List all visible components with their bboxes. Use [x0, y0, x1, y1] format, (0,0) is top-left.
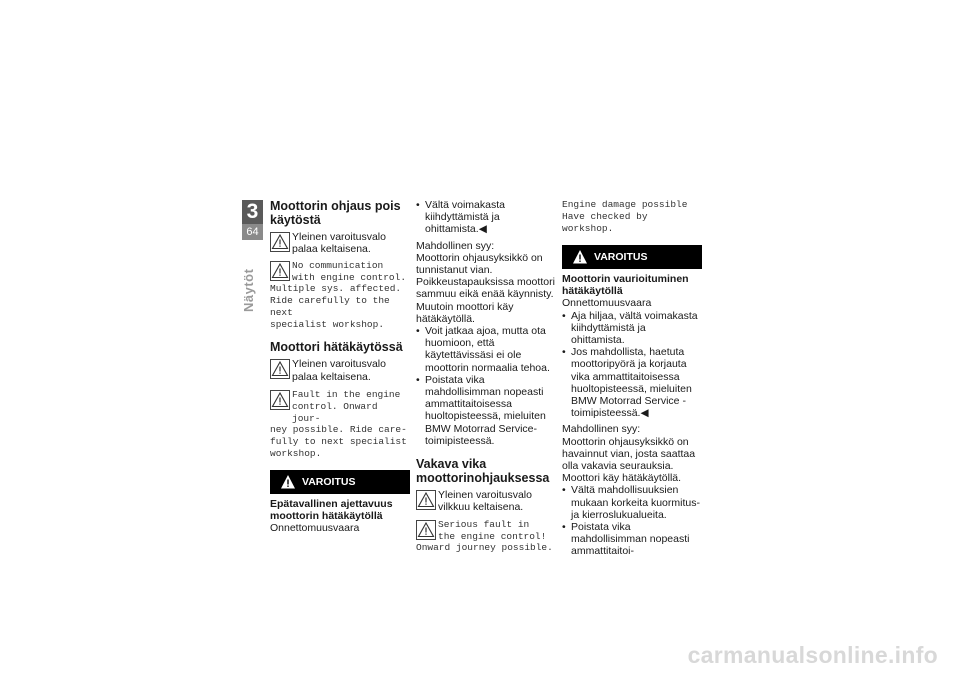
display-line: with engine control. [292, 272, 407, 284]
warning-triangle-icon [416, 520, 436, 540]
list-item: • Vältä mahdollisuuksien mukaan korkeita kuormitus- ja kierroslukualueita. [562, 484, 702, 521]
display-line: specialist workshop. [270, 319, 385, 331]
column-1 [270, 199, 410, 534]
list-item: • Voit jatkaa ajoa, mutta ota huomioon, että käytettävissäsi ei ole moottorin normaalia tehoa. [416, 325, 556, 374]
warning-label: VAROITUS [302, 475, 356, 488]
list-item: • Aja hiljaa, vältä voimakasta kiihdyttämistä ja ohittamista. [562, 310, 702, 347]
column-2 [416, 199, 556, 554]
warning-icon [572, 249, 588, 265]
display-message [416, 519, 556, 543]
display-line: Fault in the engine [292, 388, 401, 400]
display-line: ney possible. Ride care- [270, 423, 407, 435]
list-item: • Poistata vika mahdollisimman nopeasti ammattitaitoi- [562, 521, 702, 558]
warning-icon [280, 474, 296, 490]
chapter-tab-label: Näytöt [241, 268, 256, 312]
warning-label: VAROITUS [594, 251, 648, 263]
bullet-list [562, 484, 702, 557]
section-heading: Vakava vika moottorinohjauksessa [416, 457, 550, 486]
warning-light-icon [270, 232, 290, 252]
bullet-list [416, 199, 556, 236]
display-line: Have checked by workshop. [562, 211, 648, 234]
warning-title: Moottorin vaurioituminen hätäkäytöllä [562, 273, 689, 298]
list-item: • Jos mahdollista, haetuta moottoripyörä ja korjauta vika ammattitaitoisessa huoltopisteessä, mieluiten BMW Motorrad Service -toimipisteessä.◀ [562, 346, 702, 419]
display-line: Ride carefully to the next [270, 295, 390, 319]
cause-text: Moottorin ohjausyksikkö on havainnut vian, josta saattaa olla vakavia seurauksia. Moottori käy hätäkäytöllä. [562, 435, 696, 485]
chapter-number: 3 [246, 200, 259, 223]
display-line: the engine control! [438, 531, 547, 543]
indicator-row [270, 231, 410, 255]
indicator-text: Yleinen varoitusvalo palaa keltaisena. [292, 231, 386, 256]
warning-light-icon [270, 359, 290, 379]
display-line: Serious fault in [438, 519, 530, 531]
section-heading: Moottori hätäkäytössä [270, 340, 403, 355]
display-message [270, 260, 410, 284]
display-line: control. Onward jour- [292, 400, 378, 424]
warning-subtitle: Onnettomuusvaara [562, 297, 652, 310]
display-line: Engine damage possible [562, 199, 688, 210]
warning-light-icon [416, 490, 436, 510]
display-line: Multiple sys. affected. [270, 283, 402, 295]
warning-title: Epätavallinen ajettavuus moottorin hätäkäytöllä [270, 497, 393, 523]
cause-label: Mahdollinen syy: [416, 239, 495, 252]
warning-banner [562, 245, 702, 269]
display-line: fully to next specialist [270, 435, 407, 447]
list-item: • Vältä voimakasta kiihdyttämistä ja ohittamista.◀ [416, 199, 556, 236]
indicator-row [270, 358, 410, 382]
column-3 [562, 199, 702, 558]
warning-triangle-icon [270, 390, 290, 410]
indicator-text: Yleinen varoitusvalo vilkkuu keltaisena. [438, 489, 532, 514]
cause-label: Mahdollinen syy: [562, 423, 641, 436]
indicator-text: Yleinen varoitusvalo palaa keltaisena. [292, 358, 386, 383]
display-line: workshop. [270, 447, 322, 459]
warning-triangle-icon [270, 261, 290, 281]
indicator-row [416, 489, 556, 513]
warning-subtitle: Onnettomuusvaara [270, 522, 360, 535]
warning-banner [270, 470, 410, 494]
page-number: 64 [242, 224, 263, 240]
section-heading: Moottorin ohjaus pois käytöstä [270, 199, 401, 227]
bullet-list [416, 325, 556, 447]
display-message [562, 199, 702, 235]
display-message [270, 389, 410, 425]
list-item: • Poistata vika mahdollisimman nopeasti ammattitaitoisessa huoltopisteessä, mieluiten BMW Motorrad Service-toimipisteessä. [416, 374, 556, 447]
display-line: Onward journey possible. [416, 542, 553, 554]
cause-text: Moottorin ohjausyksikkö on tunnistanut vian. Poikkeustapauksissa moottori sammuu eikä enää käynnisty. Muutoin moottori käy hätäkäytöllä. [416, 251, 555, 325]
bullet-list [562, 310, 702, 420]
display-line: No communication [292, 260, 384, 272]
watermark: carmanualsonline.info [687, 642, 938, 668]
chapter-marker [242, 200, 263, 240]
